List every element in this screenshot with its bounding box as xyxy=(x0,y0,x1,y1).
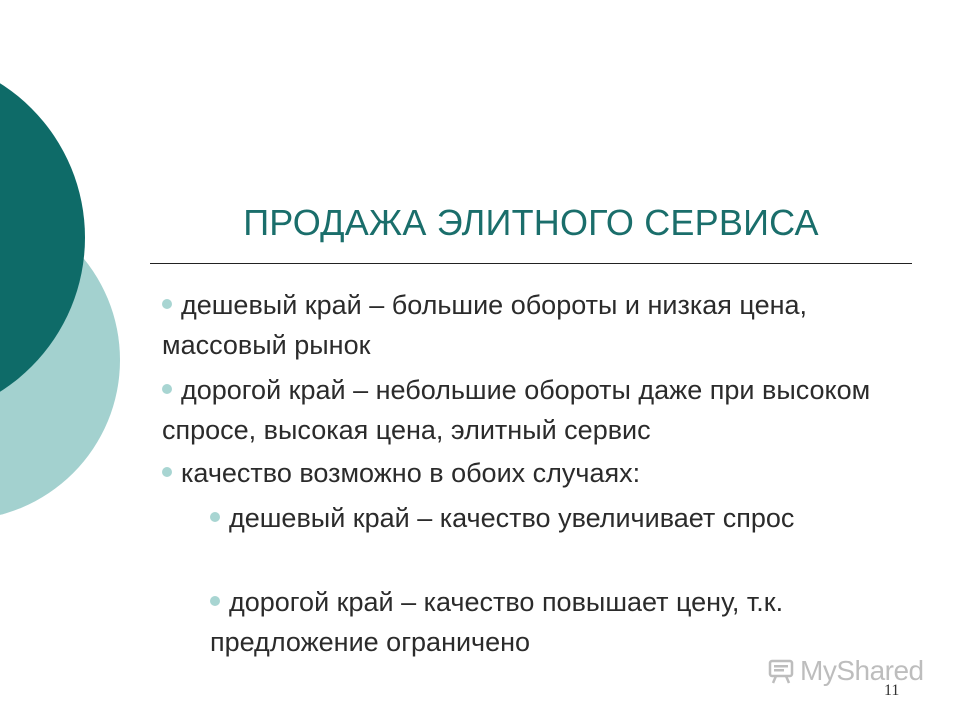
sub-bullet-item xyxy=(210,582,910,662)
bullet-text: качество возможно в обоих случаях: xyxy=(181,458,641,488)
bullet-dot-icon xyxy=(210,596,220,606)
bullet-dot-icon xyxy=(162,299,172,309)
sub-bullet-item xyxy=(210,498,910,538)
bullet-dot-icon xyxy=(162,384,172,394)
bullet-text: дешевый край – большие обороты и низкая цена, массовый рынок xyxy=(162,290,808,360)
watermark-text: MyShared xyxy=(800,655,924,686)
bullet-dot-icon xyxy=(210,512,220,522)
sub-bullet-text: дорогой край – качество повышает цену, т.к. предложение ограничено xyxy=(210,587,784,657)
bullet-item xyxy=(162,453,922,493)
bullet-item xyxy=(162,285,922,365)
bullet-item xyxy=(162,370,922,450)
bullet-text: дорогой край – небольшие обороты даже при высоком спросе, высокая цена, элитный сервис xyxy=(162,375,871,445)
page-number: 11 xyxy=(884,682,900,699)
watermark xyxy=(768,655,924,687)
sub-bullet-text: дешевый край – качество увеличивает спрос xyxy=(229,503,795,533)
bullet-dot-icon xyxy=(162,467,172,477)
slide-title: ПРОДАЖА ЭЛИТНОГО СЕРВИСА xyxy=(243,202,819,243)
presentation-board-icon xyxy=(768,658,794,684)
title-divider xyxy=(150,263,912,264)
